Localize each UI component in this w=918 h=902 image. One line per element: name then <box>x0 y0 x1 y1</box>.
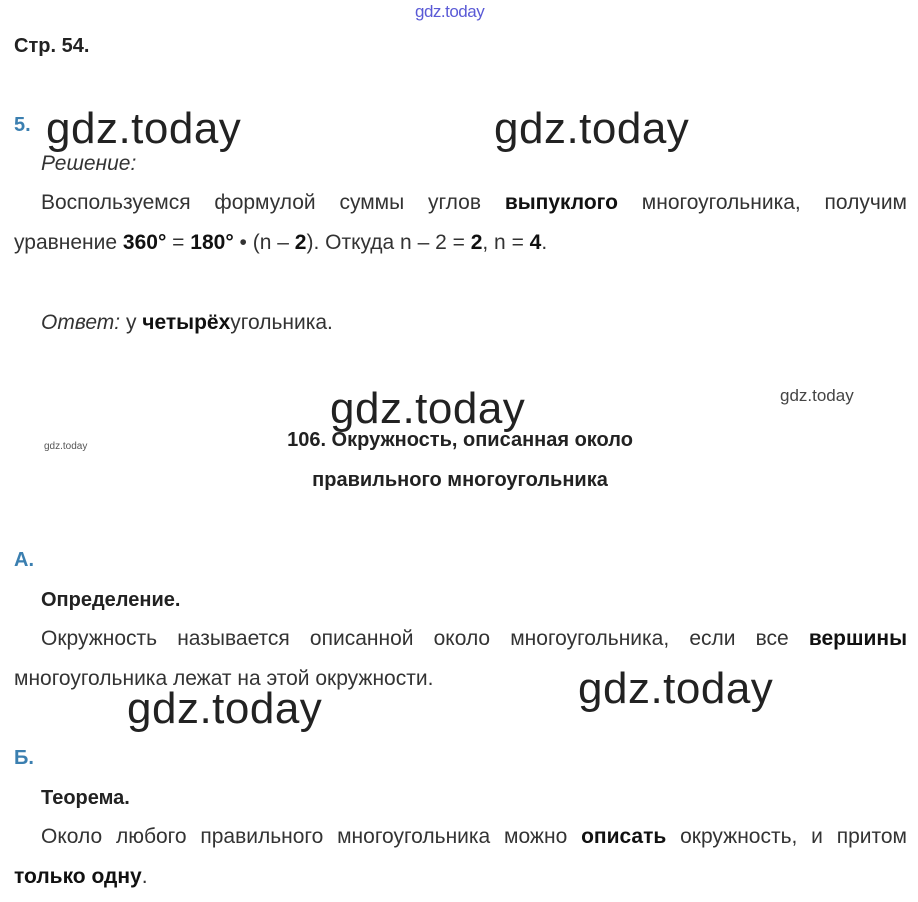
watermark-large: gdz.today <box>494 104 690 153</box>
text-run: • (n – <box>233 231 295 254</box>
text-run: ). Откуда n – 2 = <box>306 231 471 254</box>
bold-term: четырёх <box>142 311 231 334</box>
theorem-paragraph <box>14 817 907 897</box>
bold-term: вершины <box>808 627 907 650</box>
watermark-large: gdz.today <box>127 684 323 733</box>
bold-term: 180° <box>190 231 234 254</box>
watermark-large: gdz.today <box>330 384 526 433</box>
text-run: Воспользуемся формулой суммы углов <box>41 191 505 214</box>
text-run: . <box>541 231 548 254</box>
text-run: Окружность называется описанной около многоугольника, если все <box>41 627 809 650</box>
bold-term: выпуклого <box>504 191 618 214</box>
section-title-line2: правильного многоугольника <box>312 469 608 491</box>
theorem-heading: Теорема. <box>41 787 130 809</box>
watermark-large: gdz.today <box>578 664 774 713</box>
watermark-small: gdz.today <box>780 386 854 405</box>
page-label: Стр. 54. <box>14 35 90 57</box>
bold-term: 360° <box>122 231 167 254</box>
text-run: многоугольника, получим уравнение <box>14 191 907 254</box>
text-run: , n = <box>482 231 530 254</box>
answer-line <box>41 303 333 343</box>
answer-label: Ответ: <box>41 311 121 334</box>
bold-term: 2 <box>470 231 483 254</box>
solution-paragraph <box>14 183 907 263</box>
part-b-letter: Б. <box>14 747 34 769</box>
watermark-tiny: gdz.today <box>44 441 88 452</box>
text-run: . <box>141 865 148 888</box>
bold-term: только одну <box>14 865 142 888</box>
text-run: угольника. <box>230 311 333 334</box>
part-a-letter: А. <box>14 549 34 571</box>
bold-term: 2 <box>294 231 307 254</box>
section-title-line1: 106. Окружность, описанная около <box>287 429 633 451</box>
text-run: многоугольника лежат на этой окружности. <box>14 667 434 690</box>
solution-heading: Решение: <box>41 152 137 175</box>
text-run: = <box>166 231 191 254</box>
task-number: 5. <box>14 114 31 136</box>
definition-heading: Определение. <box>41 589 181 611</box>
text-run: окружность, и притом <box>666 825 907 848</box>
text-run: Около любого правильного многоугольника можно <box>41 825 582 848</box>
bold-term: 4 <box>529 231 542 254</box>
bold-term: описать <box>581 825 667 848</box>
text-run: у <box>120 311 143 334</box>
watermark-top: gdz.today <box>415 2 485 21</box>
watermark-large: gdz.today <box>46 104 242 153</box>
